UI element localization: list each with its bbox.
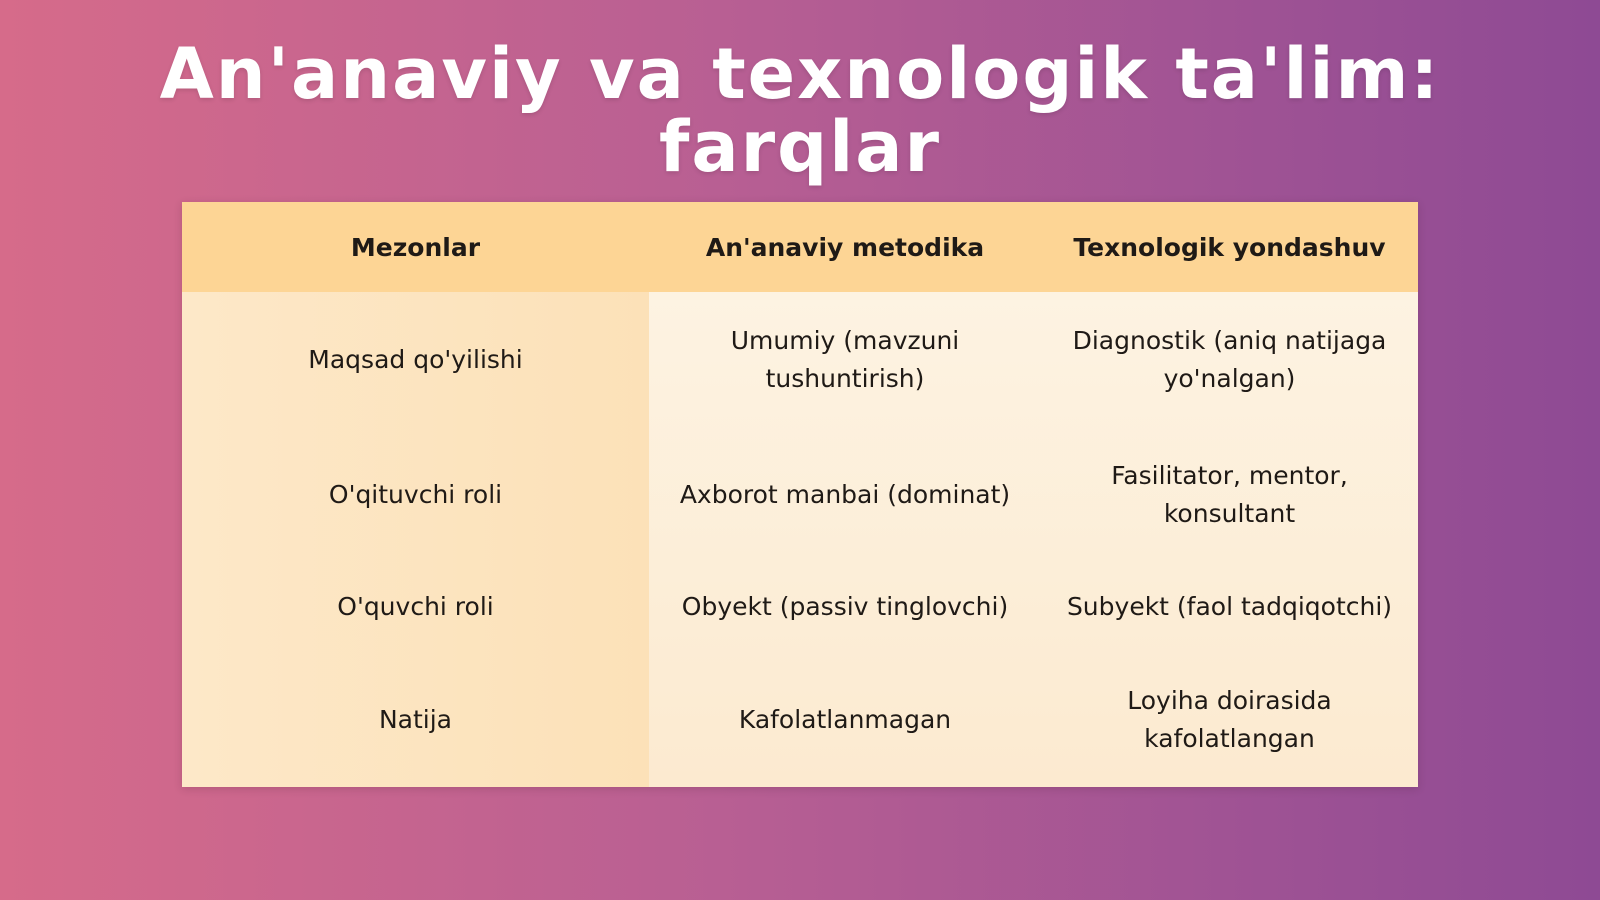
cell-traditional: Umumiy (mavzuni tushuntirish) — [730, 325, 960, 393]
cell-criteria: Natija — [378, 704, 453, 734]
table-row — [182, 427, 1418, 562]
cell-technological: Diagnostik (aniq natijaga yo'nalgan) — [1072, 325, 1387, 393]
slide-title — [0, 33, 1600, 188]
header-technological: Texnologik yondashuv — [1073, 232, 1386, 262]
comparison-table — [182, 202, 1418, 787]
cell-criteria: O'quvchi roli — [337, 592, 494, 621]
header-criteria: Mezonlar — [350, 232, 481, 262]
table-header-row — [182, 202, 1418, 292]
cell-criteria: O'qituvchi roli — [328, 479, 503, 509]
header-traditional: An'anaviy metodika — [705, 232, 985, 262]
slide-title-line-2: farqlar — [658, 106, 942, 188]
cell-traditional: Obyekt (passiv tinglovchi) — [681, 592, 1009, 621]
cell-traditional: Kafolatlanmagan — [738, 704, 952, 734]
cell-criteria: Maqsad qo'yilishi — [308, 344, 523, 374]
cell-technological: Fasilitator, mentor, konsultant — [1111, 460, 1348, 528]
cell-technological: Loyiha doirasida kafolatlangan — [1127, 685, 1332, 753]
cell-traditional: Axborot manbai (dominat) — [679, 479, 1011, 509]
table-row — [182, 562, 1418, 652]
table-row — [182, 652, 1418, 787]
cell-technological: Subyekt (faol tadqiqotchi) — [1066, 592, 1393, 621]
table-body — [182, 292, 1418, 787]
slide-title-line-1: An'anaviy va texnologik ta'lim: — [159, 33, 1441, 115]
table-row — [182, 292, 1418, 427]
